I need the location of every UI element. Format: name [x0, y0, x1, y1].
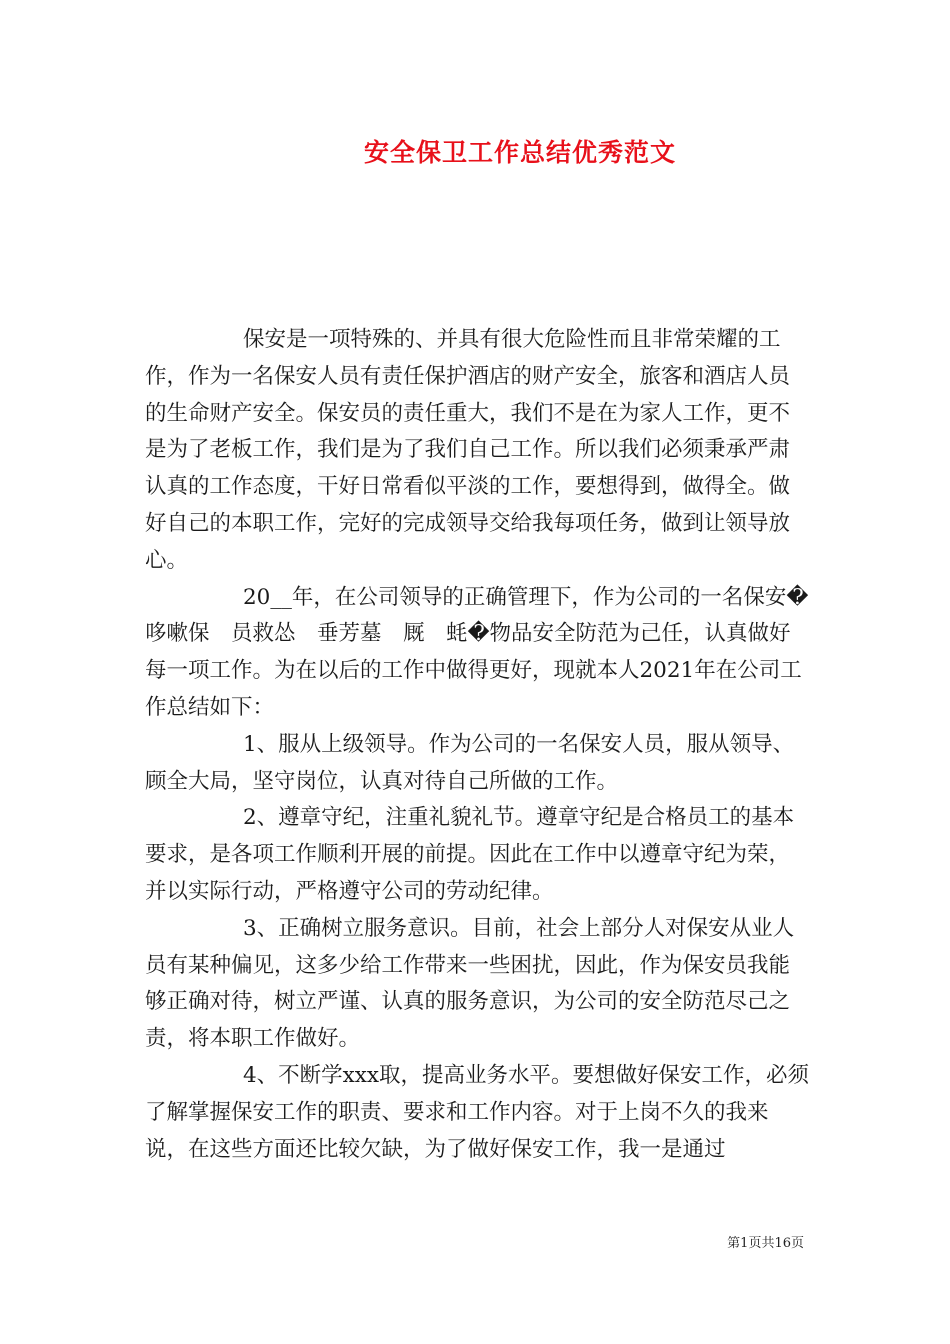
paragraph-item-1: 1、服从上级领导。作为公司的一名保安人员，服从领导、顾全大局，坚守岗位，认真对待自己所做的工作。: [145, 731, 795, 794]
document-title: 安全保卫工作总结优秀范文: [363, 138, 676, 167]
paragraph-item-3: 3、正确树立服务意识。目前，社会上部分人对保安从业人员有某种偏见，这多少给工作带来一些困扰，因此，作为保安员我能够正确对待，树立严谨、认真的服务意识，为公司的安全防范尽己之责，将本职工作做好。: [145, 915, 795, 1052]
paragraph-year-summary: 20__年，在公司领导的正确管理下，作为公司的一名保安�哆嗽保 员救怂 垂芳墓 厩 蚝�物品安全防范为己任，认真做好每一项工作。为在以后的工作中做得更好，现就本人2021年在公司工作总结如下：: [145, 584, 809, 720]
paragraph-item-2: 2、遵章守纪，注重礼貌礼节。遵章守纪是合格员工的基本要求，是各项工作顺利开展的前提。因此在工作中以遵章守纪为荣，并以实际行动，严格遵守公司的劳动纪律。: [145, 805, 795, 904]
document-body: [145, 322, 810, 1168]
page-number-footer: 第1页共16页: [727, 1236, 804, 1251]
paragraph-item-4: 4、不断学xxx取，提高业务水平。要想做好保安工作，必须了解掌握保安工作的职责、要求和工作内容。对于上岗不久的我来说，在这些方面还比较欠缺，为了做好保安工作，我一是通过: [145, 1062, 810, 1162]
paragraph-intro: 保安是一项特殊的、并具有很大危险性而且非常荣耀的工作，作为一名保安人员有责任保护酒店的财产安全，旅客和酒店人员的生命财产安全。保安员的责任重大，我们不是在为家人工作，更不是为了老板工作，我们是为了我们自己工作。所以我们必须秉承严肃认真的工作态度，干好日常看似平淡的工作，要想得到，做得全。做好自己的本职工作，完好的完成领导交给我每项任务，做到让领导放心。: [145, 327, 791, 573]
